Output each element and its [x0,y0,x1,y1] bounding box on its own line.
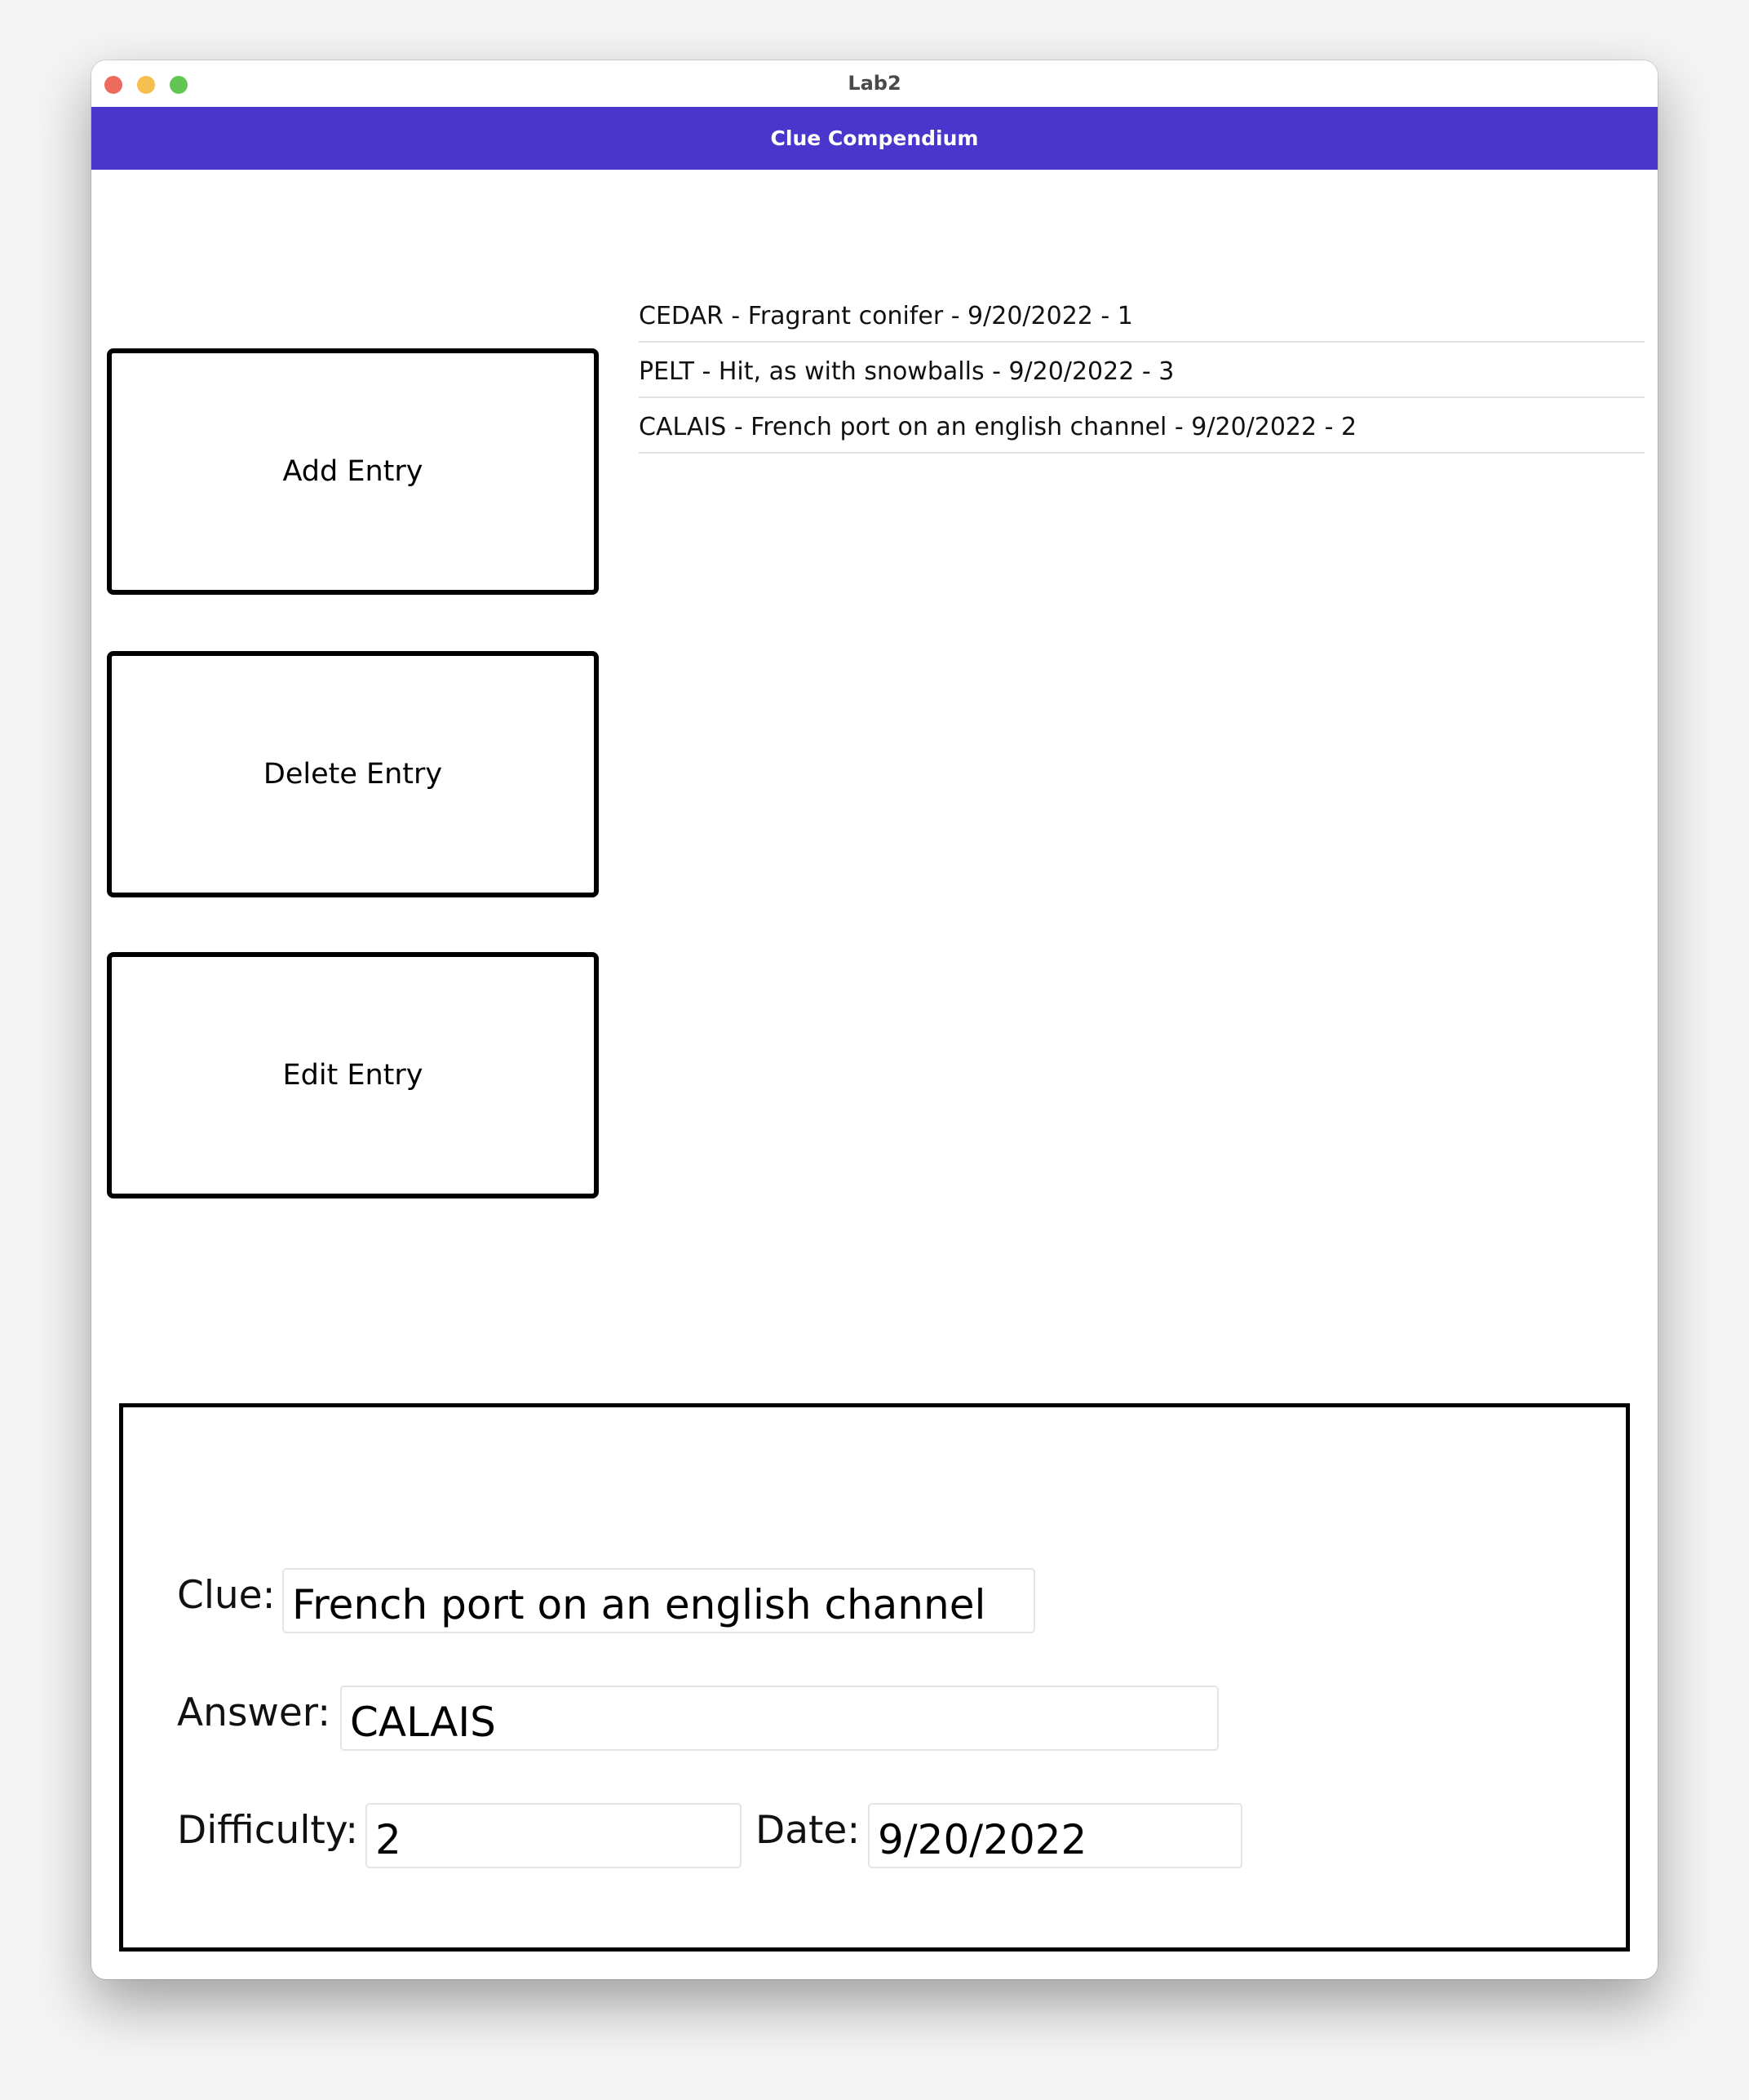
app-header: Clue Compendium [91,107,1658,170]
clue-label: Clue: [177,1573,276,1618]
clue-input[interactable]: French port on an english channel [282,1568,1035,1633]
title-bar[interactable] [91,60,1658,107]
difficulty-label: Difficulty: [177,1808,359,1853]
delete-entry-button[interactable]: Delete Entry [107,651,599,897]
date-label: Date: [755,1808,861,1853]
list-item[interactable]: PELT - Hit, as with snowballs - 9/20/2022 - 3 [639,343,1645,398]
date-input[interactable]: 9/20/2022 [868,1803,1242,1868]
entry-list [639,287,1645,454]
list-item[interactable]: CALAIS - French port on an english channel - 9/20/2022 - 2 [639,398,1645,454]
difficulty-input[interactable]: 2 [365,1803,742,1868]
edit-entry-button[interactable]: Edit Entry [107,952,599,1198]
answer-input[interactable]: CALAIS [340,1686,1219,1751]
entry-form [119,1403,1630,1952]
app-window [91,60,1658,1979]
answer-label: Answer: [177,1690,331,1735]
window-title: Lab2 [848,72,901,95]
list-item[interactable]: CEDAR - Fragrant conifer - 9/20/2022 - 1 [639,287,1645,343]
add-entry-button[interactable]: Add Entry [107,348,599,595]
